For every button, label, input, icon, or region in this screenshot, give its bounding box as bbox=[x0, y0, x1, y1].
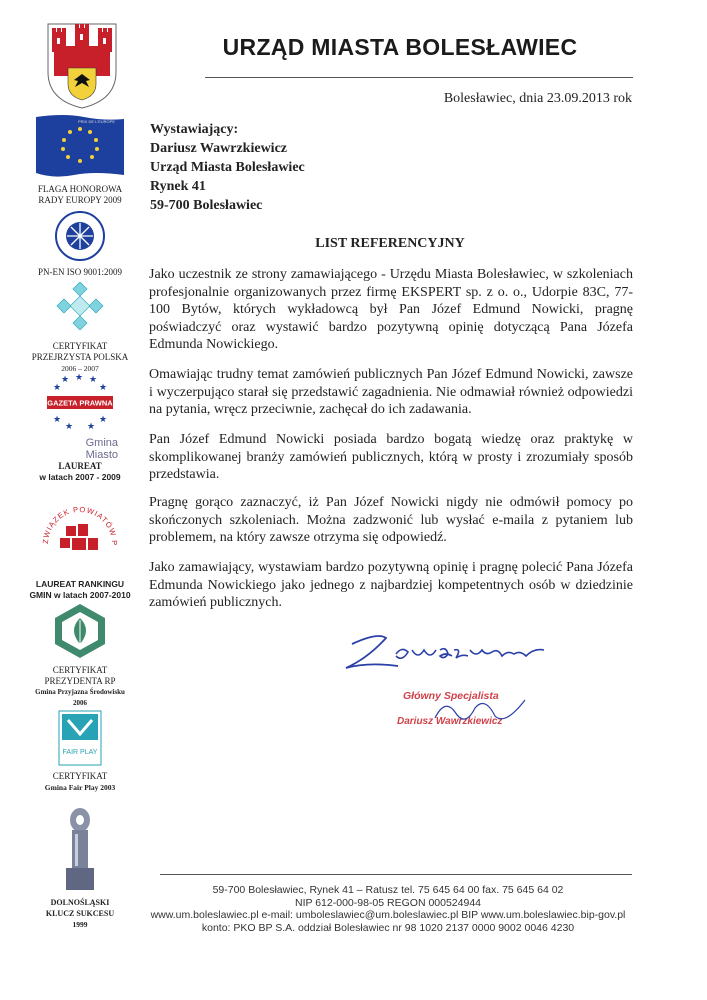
letter-paragraph: Jako zamawiający, wystawiam bardzo pozytywną opinię i pragnę polecić Pana Józefa Edmunda Nowickiego jako jednego z najbardziej kompetentnych osób w dziedzinie zamówień publicznych. bbox=[149, 560, 633, 611]
badge-eu-flag bbox=[20, 113, 140, 206]
issuer-city: 59-700 Bolesławiec bbox=[150, 198, 263, 213]
badge-caption: w latach 2007 - 2009 bbox=[39, 472, 121, 482]
footer-line: NIP 612-000-98-05 REGON 000524944 bbox=[294, 896, 481, 909]
badge-caption: CERTYFIKAT bbox=[52, 665, 108, 675]
key-statuette-icon bbox=[58, 806, 102, 892]
zwiazek-powiatow-icon bbox=[38, 498, 122, 574]
official-stamp bbox=[395, 682, 545, 742]
badge-caption: FLAGA HONOROWA bbox=[37, 184, 123, 194]
letter-heading: LIST REFERENCYJNY bbox=[315, 236, 465, 251]
office-title: URZĄD MIASTA BOLESŁAWIEC bbox=[222, 34, 578, 60]
badge-caption: Gmina Przyjazna Środowisku bbox=[35, 688, 125, 696]
coat-of-arms-icon bbox=[42, 18, 122, 110]
issuer-name: Dariusz Wawrzkiewicz bbox=[150, 141, 287, 156]
issuer-block bbox=[150, 120, 305, 215]
badge-caption: CERTYFIKAT bbox=[52, 771, 108, 781]
letter-paragraph: Pragnę gorąco zaznaczyć, iż Pan Józef Nowicki nigdy nie odmówił pomocy po skończonych szkoleniach. Można zadzwonić lub wysłać e-maila z pytaniem lub problemem, na który zawsze otrzyma się odpowiedź. bbox=[149, 495, 633, 546]
handwritten-closing-signature bbox=[338, 628, 558, 676]
gazeta-label: GAZETA PRAWNA bbox=[47, 398, 113, 408]
footer-line: www.um.boleslawiec.pl e-mail: umboleslawiec@um.boleslawiec.pl BIP www.um.boleslawiec.bip-gov.pl bbox=[150, 909, 626, 922]
issuer-office: Urząd Miasta Bolesławiec bbox=[150, 160, 305, 175]
eu-flag-icon bbox=[34, 113, 126, 179]
badge-iso bbox=[20, 210, 140, 278]
badge-caption: GMIN w latach 2007-2010 bbox=[29, 590, 131, 600]
fair-play-logo-text: FAIR PLAY bbox=[62, 749, 98, 756]
stamp-name: Dariusz Wawrzkiewicz bbox=[397, 716, 503, 727]
badge-caption: KLUCZ SUKCESU bbox=[45, 909, 115, 918]
flag-text: PRIX DE L'EUROPE bbox=[78, 119, 115, 124]
date-line: Bolesławiec, dnia 23.09.2013 rok bbox=[443, 91, 632, 106]
letter-paragraph: Jako uczestnik ze strony zamawiającego - Urzędu Miasta Bolesławiec, w szkoleniach profesjonalnie organizowanych przez firmę EKSPERT sp. z o. o., Udorpie 83C, 77-100 Bytów, których wykładowcą był Pan Józef Edmund Nowicki, pragnę poświadczyć oraz wystawić bardzo pozytywną opinię dotyczącą Pana Józefa Edmunda Nowickiego. bbox=[149, 267, 633, 353]
svg-text:★: ★ bbox=[65, 422, 74, 432]
iso-certificate-icon bbox=[54, 210, 106, 262]
badge-gazeta-prawna bbox=[20, 372, 140, 483]
badge-caption: PREZYDENTA RP bbox=[44, 676, 116, 686]
badge-caption: PRZEJRZYSTA POLSKA bbox=[31, 352, 129, 362]
issuer-street: Rynek 41 bbox=[150, 179, 206, 194]
badge-caption: LAUREAT RANKINGU bbox=[35, 579, 125, 589]
letter-paragraph: Pan Józef Edmund Nowicki posiada bardzo bogatą wiedzę oraz praktykę w skomplikowanej branży zamówień publicznych, którą w prosty i zrozumiały sposób przedstawia. bbox=[149, 432, 633, 483]
stamp-title: Główny Specjalista bbox=[403, 690, 499, 702]
svg-text:★: ★ bbox=[61, 375, 70, 385]
badge-caption: Gmina Fair Play 2003 bbox=[44, 783, 116, 792]
letter-paragraph: Omawiając trudny temat zamówień publicznych Pan Józef Edmund Nowicki, zawsze i wyczerpująco starał się przedstawić zagadnienia. Nie odmawiał również odpowiedzi na pytania, wręcz przeciwnie, zachęcał do ich zadawania. bbox=[149, 367, 633, 418]
footer-rule bbox=[160, 874, 632, 875]
badge-fair-play bbox=[20, 710, 140, 793]
badge-caption: DOLNOŚLĄSKI bbox=[50, 898, 110, 907]
issuer-label: Wystawiający: bbox=[150, 122, 239, 137]
gmina-word: Gmina bbox=[85, 437, 118, 449]
badge-caption: CERTYFIKAT bbox=[52, 341, 108, 351]
badge-caption: 2006 bbox=[73, 699, 87, 707]
header-rule bbox=[205, 77, 633, 78]
footer-contact bbox=[140, 884, 636, 934]
svg-text:★: ★ bbox=[87, 422, 96, 432]
arc-text: ZWIĄZEK POWIATÓW P bbox=[40, 504, 120, 547]
svg-text:★: ★ bbox=[75, 373, 84, 383]
svg-text:★: ★ bbox=[89, 375, 98, 385]
badge-caption: 1999 bbox=[72, 920, 88, 929]
badge-przejrzysta bbox=[20, 282, 140, 374]
badge-caption: RADY EUROPY 2009 bbox=[38, 195, 122, 205]
badge-caption: LAUREAT bbox=[58, 461, 102, 471]
badge-caption: PN-EN ISO 9001:2009 bbox=[37, 267, 122, 277]
svg-text:★: ★ bbox=[53, 383, 62, 393]
svg-text:★: ★ bbox=[99, 415, 108, 425]
crystal-icon bbox=[56, 282, 104, 330]
footer-line: 59-700 Bolesławiec, Rynek 41 – Ratusz tel. 75 645 64 00 fax. 75 645 64 02 bbox=[212, 884, 564, 896]
fair-play-icon bbox=[58, 710, 102, 766]
leaf-emblem-icon bbox=[50, 602, 110, 660]
pen-signature-mark bbox=[425, 688, 535, 734]
badge-zwiazek-powiatow bbox=[20, 498, 140, 601]
svg-text:★: ★ bbox=[53, 415, 62, 425]
badge-klucz-sukcesu bbox=[20, 806, 140, 930]
badge-caption: 2006 – 2007 bbox=[61, 364, 99, 373]
stars-icon bbox=[25, 372, 135, 432]
footer-line: konto: PKO BP S.A. oddział Bolesławiec nr 98 1020 2137 0000 9002 0046 4230 bbox=[201, 921, 575, 934]
miasto-word: Miasto bbox=[85, 449, 118, 461]
svg-text:★: ★ bbox=[99, 383, 108, 393]
badge-prezydent bbox=[20, 602, 140, 709]
